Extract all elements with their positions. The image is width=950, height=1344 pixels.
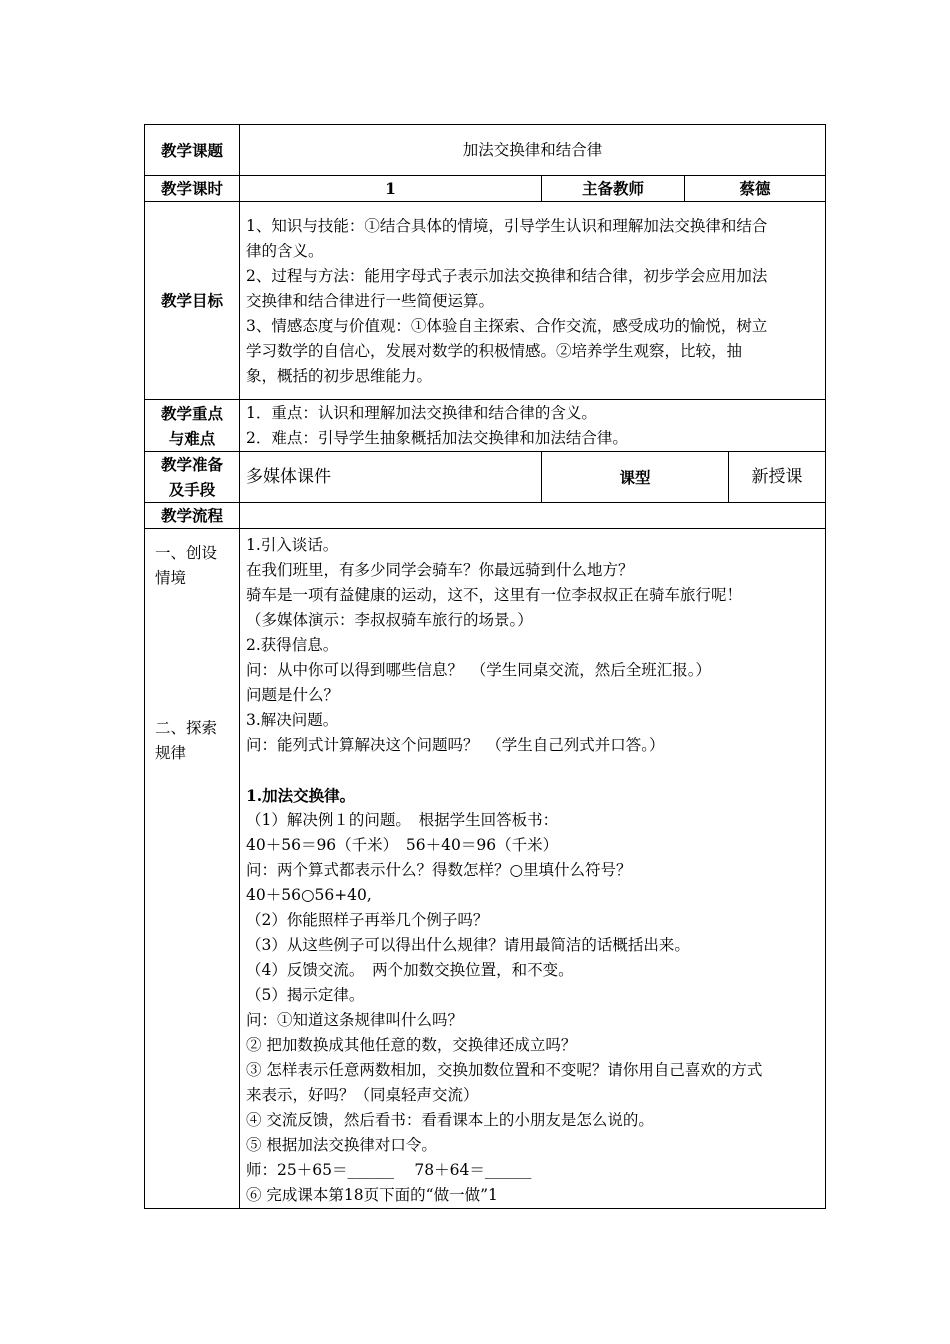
key-points-label: [145, 400, 240, 452]
flow-line: 来表示，好吗？（同桌轻声交流）: [246, 1086, 479, 1104]
section-title: 1.加法交换律。: [246, 786, 356, 805]
stage-1: [155, 541, 217, 591]
flow-line: 40＋56○56+40,: [246, 886, 372, 904]
flow-line: ② 把加数换成其他任意的数，交换律还成立吗？: [246, 1036, 577, 1054]
goals-content: [240, 202, 826, 400]
flow-line: （3）从这些例子可以得出什么规律？请用最简洁的话概括出来。: [246, 936, 690, 954]
flow-gap: [246, 758, 819, 783]
goal-line: 2、过程与方法：能用字母式子表示加法交换律和结合律，初步学会应用加法: [246, 267, 768, 285]
flow-line: 师：25＋65＝______ 78＋64＝______: [246, 1161, 532, 1179]
flow-line: 问：两个算式都表示什么？得数怎样？○里填什么符号？: [246, 861, 632, 879]
flow-empty-cell: [240, 503, 826, 529]
goal-line: 3、情感态度与价值观：①体验自主探索、合作交流，感受成功的愉悦，树立: [246, 317, 768, 335]
stage-column: [145, 529, 240, 1209]
prep-label-line1: 教学准备: [160, 455, 223, 474]
lesson-plan-table: [144, 124, 826, 1209]
flow-line: 2.获得信息。: [246, 636, 339, 654]
flow-line: 问题是什么？: [246, 686, 340, 704]
stage-2-line1: 二、探索: [155, 718, 218, 737]
prep-label: [145, 452, 240, 503]
goals-label: 教学目标: [145, 202, 240, 400]
topic-value: 加法交换律和结合律: [240, 125, 826, 176]
topic-row: [145, 125, 826, 176]
flow-line: 在我们班里，有多少同学会骑车？你最远骑到什么地方？: [246, 561, 634, 579]
flow-line: ⑥ 完成课本第18页下面的“做一做”1: [246, 1186, 498, 1204]
type-value: 新授课: [729, 452, 826, 503]
key-point-line: 2．难点：引导学生抽象概括加法交换律和加法结合律。: [246, 428, 628, 447]
key-points-row: [145, 400, 826, 452]
key-points-content: [240, 400, 826, 452]
flow-line: （2）你能照样子再举几个例子吗？: [246, 911, 489, 929]
flow-line: 3.解决问题。: [246, 711, 339, 729]
topic-label: 教学课题: [145, 125, 240, 176]
hours-label: 教学课时: [145, 176, 240, 202]
flow-row: [145, 503, 826, 529]
flow-line: ⑤ 根据加法交换律对口令。: [246, 1136, 437, 1154]
flow-line: 1.引入谈话。: [246, 536, 339, 554]
stage-1-line2: 情境: [155, 568, 187, 587]
hours-row: [145, 176, 826, 202]
flow-line: 问：从中你可以得到哪些信息？ （学生同桌交流，然后全班汇报。）: [246, 661, 712, 679]
goal-line: 律的含义。: [246, 242, 324, 260]
flow-line: 问：能列式计算解决这个问题吗？ （学生自己列式并口答。）: [246, 736, 665, 754]
teacher-label: 主备教师: [542, 176, 685, 202]
flow-line: （5）揭示定律。: [246, 986, 365, 1004]
goal-line: 象，概括的初步思维能力。: [246, 367, 433, 385]
stage-1-line1: 一、创设: [155, 543, 218, 562]
flow-line: （1）解决例１的问题。 根据学生回答板书：: [246, 811, 559, 829]
flow-line: 问：①知道这条规律叫什么吗？: [246, 1011, 464, 1029]
key-points-label-line1: 教学重点: [160, 403, 223, 423]
flow-line: 40＋56＝96（千米） 56＋40＝96（千米）: [246, 836, 559, 854]
key-point-line: 1．重点：认识和理解加法交换律和结合律的含义。: [246, 403, 597, 422]
flow-line: ③ 怎样表示任意两数相加，交换加数位置和不变呢？请你用自己喜欢的方式: [246, 1061, 763, 1079]
flow-content: [240, 529, 826, 1209]
stage-2-line2: 规律: [155, 743, 187, 762]
prep-row: [145, 452, 826, 503]
flow-line: （4）反馈交流。 两个加数交换位置，和不变。: [246, 961, 574, 979]
type-label: 课型: [542, 452, 729, 503]
flow-body-row: [145, 529, 826, 1209]
prep-label-line2: 及手段: [168, 480, 216, 499]
flow-line: （多媒体演示：李叔叔骑车旅行的场景。）: [246, 611, 533, 629]
goal-line: 交换律和结合律进行一些简便运算。: [246, 292, 495, 310]
teacher-value: 蔡德: [685, 176, 826, 202]
goals-row: [145, 202, 826, 400]
flow-line: 骑车是一项有益健康的运动，这不，这里有一位李叔叔正在骑车旅行呢！: [246, 586, 743, 604]
goal-line: 1、知识与技能：①结合具体的情境，引导学生认识和理解加法交换律和结合: [246, 217, 768, 235]
flow-line: ④ 交流反馈，然后看书：看看课本上的小朋友是怎么说的。: [246, 1111, 654, 1129]
flow-label: 教学流程: [145, 503, 240, 529]
stage-2: [155, 716, 217, 766]
key-points-label-line2: 与难点: [168, 428, 216, 448]
prep-value: 多媒体课件: [240, 452, 542, 503]
hours-value: 1: [240, 176, 542, 202]
goal-line: 学习数学的自信心，发展对数学的积极情感。②培养学生观察，比较，抽: [246, 342, 743, 360]
